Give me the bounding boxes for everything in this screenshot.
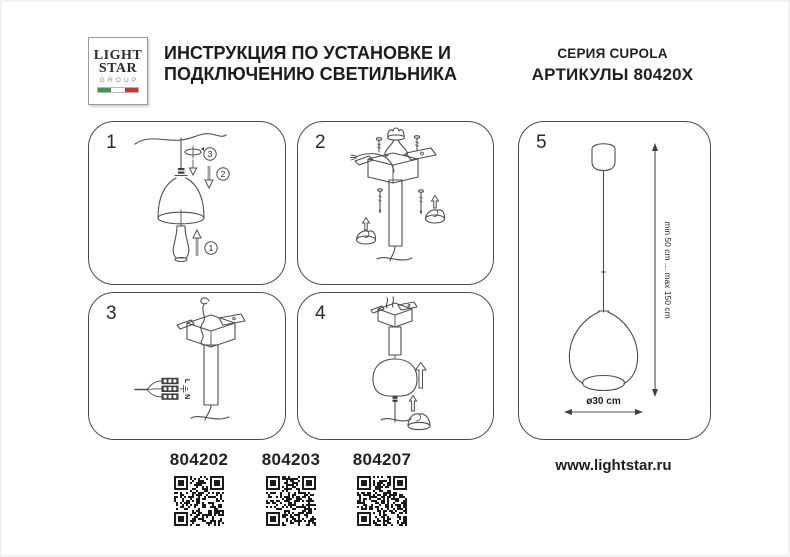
glass-stem [173,226,189,258]
articles-code: АРТИКУЛЫ 80420X [531,65,694,84]
supply-cable [356,154,394,172]
bracket-right-plate [398,302,417,310]
wire-wisp [392,297,393,307]
article-code: 804203 [261,450,321,469]
step-1-label: 1 [208,243,214,253]
qr-code [357,476,407,526]
step-1-arrow [193,230,201,256]
article-code: 804202 [169,450,229,469]
ceiling-wavy-line [381,419,411,421]
ceiling-cup [592,144,615,171]
anchor-arrow-left [363,218,370,231]
suspension-tube [389,180,402,246]
step-panel-2 [297,121,494,285]
article-block [334,450,430,531]
anchor-arrow-right [432,196,439,209]
earth-ground-symbol [181,385,188,392]
title-line-1: ИНСТРУКЦИЯ ПО УСТАНОВКЕ И [164,43,451,63]
lightstar-logo [88,37,148,105]
shade-left-edge [569,312,599,384]
flag-red [125,88,138,92]
shade-right-edge [608,312,638,384]
article-block [151,450,247,531]
suspension-tube [389,327,401,355]
logo-word-star: STAR [98,61,138,76]
panel-number: 2 [315,132,326,153]
screw-bottom-right [419,190,424,215]
bracket-mounting-drawing [298,122,493,284]
screw-bottom-left [378,189,383,214]
series-block [500,46,725,85]
series-name: СЕРИЯ CUPOLA [557,46,668,61]
terminal-label-neutral: N [183,394,190,400]
panel-number: 1 [106,132,117,153]
canopy-arrow [409,396,416,412]
shade-mounting-drawing [298,293,493,439]
website-url: www.lightstar.ru [555,457,672,474]
step-2-label: 2 [220,169,226,179]
suspension-tube [204,345,218,405]
step-3-label: 3 [207,149,213,159]
logo-word-light: LIGHT [93,48,143,63]
article-block [243,450,339,531]
qr-code [266,476,316,526]
ceiling-wavy-line [191,417,229,419]
bracket-left-wing [355,156,373,165]
panel-number: 3 [106,303,117,324]
article-code: 804207 [352,450,412,469]
hook-wire [201,304,204,345]
screw-top-left [376,138,381,152]
flag-white [111,88,124,92]
height-dimension-label: min 50 cm ... max 150 cm [663,221,673,319]
step-2-arrow [205,166,213,188]
screw-top-right [414,136,419,150]
glass-shade [373,359,417,396]
wall-anchor-left [357,231,376,244]
ceiling-hook [201,298,209,304]
step-panel-4 [297,292,494,440]
panel-number: 5 [536,132,547,153]
terminal-label-live: L [183,378,190,384]
terminal-block [162,378,179,400]
ceiling-wavy-line [377,258,412,260]
wiring-connection-drawing [89,293,285,439]
step-panel-1 [88,121,286,285]
title-line-2: ПОДКЛЮЧЕНИЮ СВЕТИЛЬНИКА [164,64,458,84]
logo-word-group: GROUP [99,77,140,84]
canopy-base [408,422,430,429]
step-3-arrow [190,160,197,175]
wall-anchor-right [426,210,445,223]
flag-green [98,88,111,92]
page-title [164,43,464,85]
finished-lamp-drawing [519,122,710,439]
panel-number: 4 [315,303,326,324]
diameter-label: ø30 cm [586,396,621,407]
italian-flag-icon [97,87,139,93]
shade-assembly-drawing [89,122,285,284]
qr-code [174,476,224,526]
bracket-top [187,315,235,331]
step-panel-3 [88,292,286,440]
dimensions-panel [518,121,711,440]
shade-opening [583,376,625,391]
